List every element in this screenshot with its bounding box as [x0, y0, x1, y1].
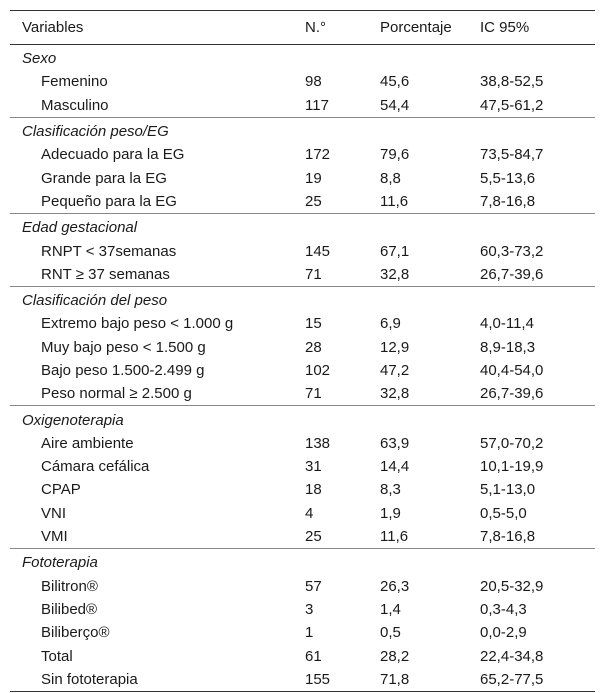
group-title: Oxigenoterapia	[10, 406, 595, 432]
row-label: VNI	[41, 504, 67, 522]
row-ci: 5,1-13,0	[480, 481, 536, 499]
row-n: 98	[305, 73, 322, 91]
group-title: Edad gestacional	[10, 214, 595, 240]
row-ci: 26,7-39,6	[480, 265, 544, 283]
table-row	[10, 525, 595, 549]
header-percent: Porcentaje	[380, 11, 480, 45]
row-n: 4	[305, 504, 314, 522]
row-percent: 32,8	[380, 265, 410, 283]
row-label: Muy bajo peso < 1.500 g	[41, 338, 206, 356]
row-n: 31	[305, 458, 322, 476]
row-ci: 7,8-16,8	[480, 192, 536, 210]
group-title: Clasificación peso/EG	[10, 117, 595, 143]
table-row	[10, 598, 595, 621]
header-n: N.°	[305, 11, 380, 45]
header-ci: IC 95%	[480, 11, 595, 45]
table-header	[10, 11, 595, 45]
group-row	[10, 406, 595, 432]
table-row	[10, 621, 595, 644]
row-n: 102	[305, 362, 331, 379]
row-n: 25	[305, 528, 322, 546]
table-row	[10, 336, 595, 359]
table-row	[10, 239, 595, 262]
row-n: 71	[305, 385, 322, 403]
table-row	[10, 455, 595, 478]
row-label: Aire ambiente	[41, 434, 134, 452]
row-ci: 10,1-19,9	[480, 458, 544, 476]
row-percent: 8,8	[380, 169, 401, 187]
row-label: Femenino	[41, 73, 108, 91]
row-ci: 0,0-2,9	[480, 624, 527, 642]
row-ci: 7,8-16,8	[480, 528, 536, 546]
row-n: 3	[305, 600, 314, 618]
group-title: Sexo	[22, 50, 57, 68]
row-label: Total	[41, 647, 73, 665]
row-label: Sin fototerapia	[10, 668, 305, 692]
row-label: RNPT < 37semanas	[41, 242, 177, 260]
table-row	[10, 382, 595, 406]
row-percent: 26,3	[380, 577, 410, 595]
group-row	[10, 549, 595, 575]
table-row	[10, 432, 595, 455]
row-percent: 79,6	[380, 146, 410, 164]
row-percent: 47,2	[380, 362, 410, 379]
table-row	[10, 359, 595, 382]
table-row	[10, 143, 595, 166]
row-ci: 57,0-70,2	[480, 434, 544, 452]
group-row	[10, 286, 595, 312]
row-percent: 45,6	[380, 73, 410, 91]
group-row	[10, 45, 595, 71]
row-n: 25	[305, 192, 322, 210]
row-percent: 54,4	[380, 96, 410, 114]
row-percent: 6,9	[380, 315, 401, 333]
row-label: Bilibed®	[41, 600, 98, 618]
group-title: Clasificación del peso	[10, 286, 595, 312]
row-n: 18	[305, 481, 322, 499]
row-n: 1	[305, 624, 314, 642]
row-n: 155	[305, 668, 380, 692]
row-label: Peso normal ≥ 2.500 g	[41, 385, 192, 403]
row-label: Extremo bajo peso < 1.000 g	[41, 315, 234, 333]
row-ci: 20,5-32,9	[480, 577, 544, 595]
row-n: 19	[305, 169, 322, 187]
row-label: CPAP	[41, 481, 81, 499]
row-ci: 0,5-5,0	[480, 504, 527, 522]
table-row	[10, 644, 595, 667]
table-row	[10, 263, 595, 287]
table-row	[10, 190, 595, 214]
row-label: Biliberço®	[41, 624, 110, 642]
row-ci: 5,5-13,6	[480, 169, 536, 187]
row-ci: 0,3-4,3	[480, 600, 527, 618]
group-row	[10, 214, 595, 240]
row-label: Cámara cefálica	[41, 458, 150, 476]
row-ci: 47,5-61,2	[480, 96, 544, 114]
row-label: Masculino	[41, 96, 109, 114]
row-label: RNT ≥ 37 semanas	[41, 265, 170, 283]
row-label: Pequeño para la EG	[41, 192, 177, 210]
table-row	[10, 166, 595, 189]
row-n: 145	[305, 242, 331, 260]
table-row	[10, 312, 595, 335]
row-n: 172	[305, 146, 331, 164]
row-percent: 71,8	[380, 668, 480, 692]
row-percent: 14,4	[380, 458, 410, 476]
row-percent: 8,3	[380, 481, 401, 499]
row-n: 138	[305, 434, 331, 452]
header-variables: Variables	[10, 11, 305, 45]
row-n: 117	[305, 96, 329, 114]
row-percent: 11,6	[380, 192, 409, 210]
row-label: Bilitron®	[41, 577, 98, 595]
row-ci: 40,4-54,0	[480, 362, 544, 379]
group-row	[10, 117, 595, 143]
table-row	[10, 575, 595, 598]
row-n: 28	[305, 338, 322, 356]
row-n: 61	[305, 647, 322, 665]
row-percent: 1,4	[380, 600, 401, 618]
row-n: 15	[305, 315, 322, 333]
row-label: VMI	[41, 528, 68, 546]
row-percent: 67,1	[380, 242, 410, 260]
table-row	[10, 478, 595, 501]
row-percent: 63,9	[380, 434, 410, 452]
row-label: Bajo peso 1.500-2.499 g	[41, 362, 205, 379]
data-table-container	[10, 10, 595, 692]
row-ci: 22,4-34,8	[480, 647, 544, 665]
row-ci: 8,9-18,3	[480, 338, 536, 356]
row-percent: 32,8	[380, 385, 410, 403]
row-ci: 65,2-77,5	[480, 668, 595, 692]
table-row	[10, 70, 595, 93]
row-n: 57	[305, 577, 322, 595]
row-percent: 1,9	[380, 504, 401, 522]
row-percent: 0,5	[380, 624, 401, 642]
table-row	[10, 502, 595, 525]
table-row	[10, 94, 595, 118]
row-ci: 4,0-11,4	[480, 315, 534, 333]
row-n: 71	[305, 265, 322, 283]
row-percent: 11,6	[380, 528, 409, 546]
row-label: Adecuado para la EG	[41, 146, 185, 164]
row-ci: 73,5-84,7	[480, 146, 544, 164]
row-ci: 60,3-73,2	[480, 242, 544, 260]
table-row	[10, 668, 595, 692]
header-row	[10, 11, 595, 45]
row-percent: 28,2	[380, 647, 410, 665]
group-title: Fototerapia	[10, 549, 595, 575]
row-ci: 26,7-39,6	[480, 385, 544, 403]
row-percent: 12,9	[380, 338, 410, 356]
row-label: Grande para la EG	[41, 169, 167, 187]
row-ci: 38,8-52,5	[480, 73, 544, 91]
data-table	[10, 10, 595, 692]
table-body	[10, 45, 595, 692]
